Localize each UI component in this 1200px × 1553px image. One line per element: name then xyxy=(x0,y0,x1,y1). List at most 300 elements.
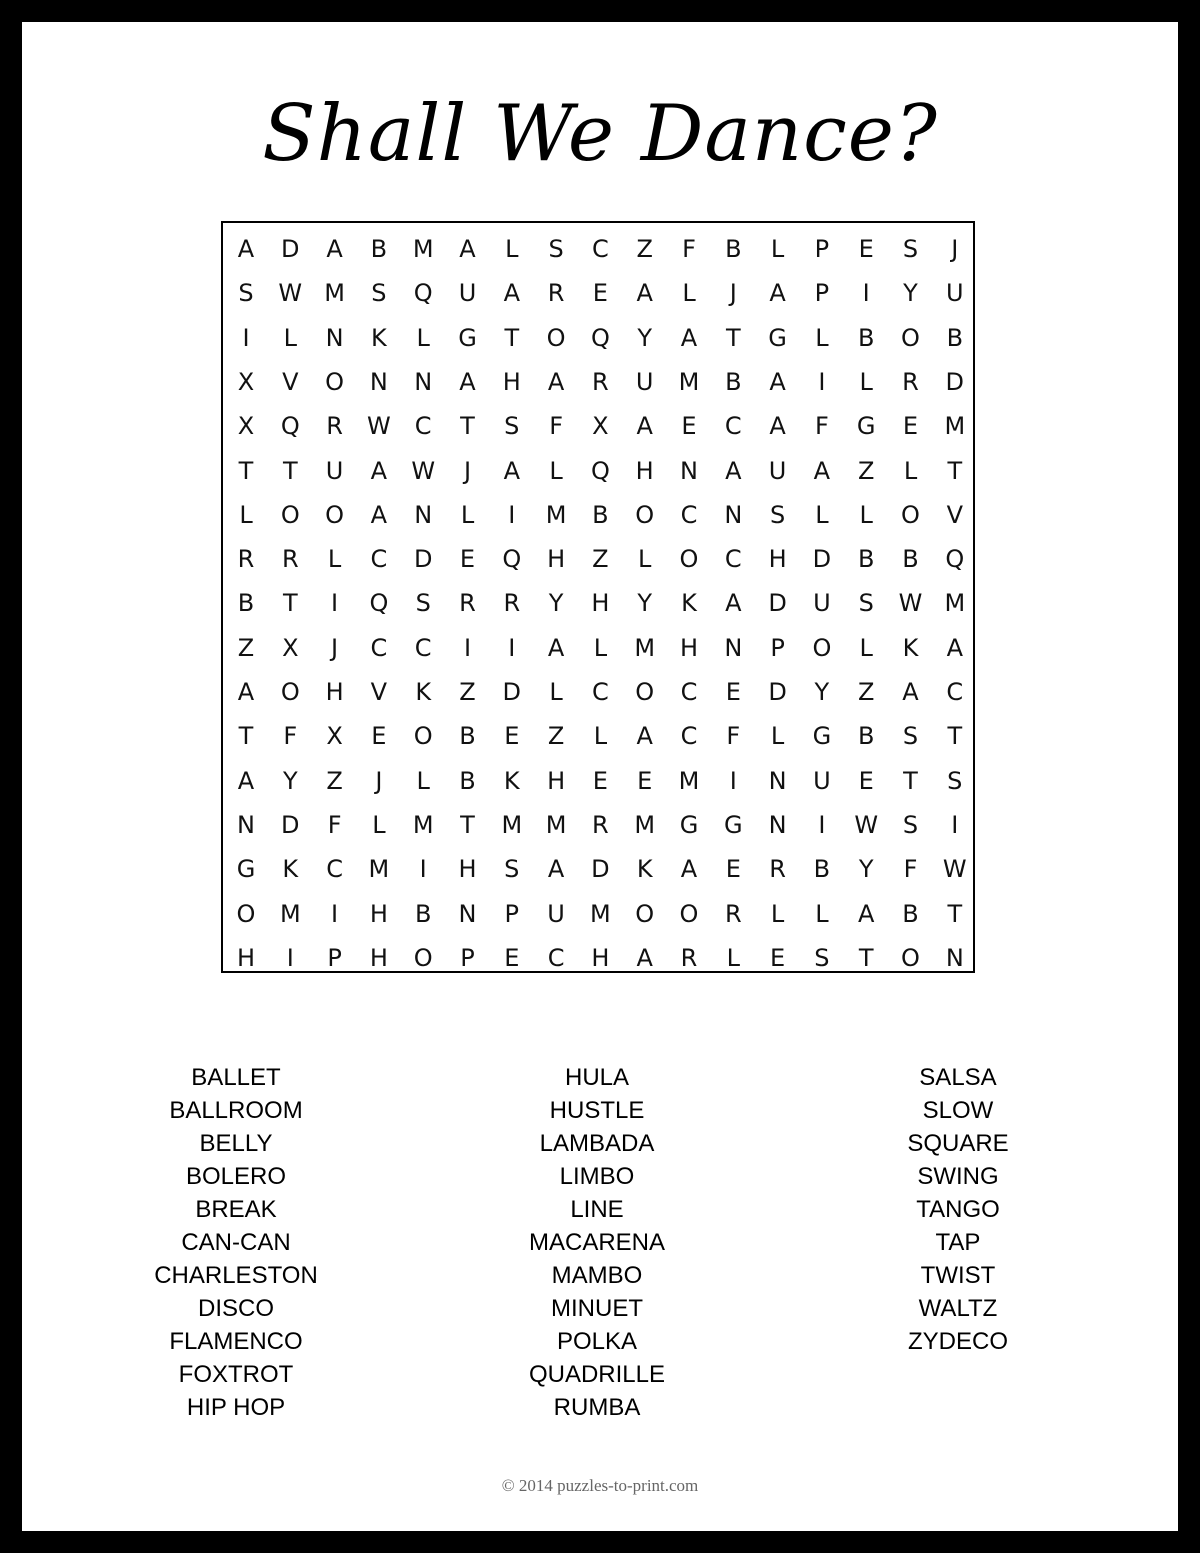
grid-row xyxy=(223,271,977,315)
grid-letter: L xyxy=(416,323,430,352)
grid-letter: U xyxy=(813,589,831,618)
grid-row xyxy=(223,670,977,714)
grid-letter: Y xyxy=(903,279,918,308)
grid-letter: E xyxy=(725,678,741,706)
grid-letter: U xyxy=(547,899,565,928)
grid-letter: Y xyxy=(637,323,653,352)
grid-letter: B xyxy=(370,235,388,263)
word-list-item: BELLY xyxy=(199,1130,273,1157)
grid-letter: L xyxy=(770,899,785,928)
grid-letter: F xyxy=(549,412,563,441)
grid-letter: Q xyxy=(590,323,610,352)
grid-letter: M xyxy=(634,633,656,662)
word-list-item: TANGO xyxy=(916,1196,1000,1223)
grid-letter: E xyxy=(681,412,697,441)
grid-letter: C xyxy=(370,633,388,662)
grid-letter: P xyxy=(504,899,520,928)
grid-letter: K xyxy=(415,678,432,706)
grid-letter: I xyxy=(818,810,826,839)
word-list-item: BALLROOM xyxy=(169,1097,303,1124)
grid-letter: L xyxy=(815,323,829,352)
grid-letter: T xyxy=(238,456,254,485)
grid-row xyxy=(223,581,977,625)
grid-letter: Q xyxy=(280,412,300,441)
grid-letter: G xyxy=(768,323,787,352)
grid-letter: Q xyxy=(369,589,389,618)
grid-letter: A xyxy=(237,766,255,795)
grid-letter: H xyxy=(635,456,654,485)
grid-letter: A xyxy=(857,899,875,928)
grid-letter: Q xyxy=(413,279,433,308)
grid-letter: Y xyxy=(548,589,564,618)
grid-letter: Y xyxy=(282,766,298,795)
word-list-item: BOLERO xyxy=(185,1163,287,1190)
grid-letter: V xyxy=(946,500,963,529)
grid-letter: Q xyxy=(590,456,610,485)
grid-letter: C xyxy=(414,412,432,441)
grid-letter: A xyxy=(636,412,653,441)
grid-letter: L xyxy=(770,235,785,263)
grid-letter: S xyxy=(947,766,963,795)
grid-letter: M xyxy=(634,810,656,839)
grid-letter: O xyxy=(901,323,920,352)
grid-letter: L xyxy=(770,722,785,751)
grid-row xyxy=(223,847,977,891)
grid-letter: M xyxy=(944,412,966,441)
grid-letter: K xyxy=(681,589,697,618)
grid-letter: N xyxy=(724,500,743,529)
grid-letter: O xyxy=(635,500,655,529)
grid-letter: L xyxy=(815,899,829,928)
grid-letter: L xyxy=(460,500,475,529)
grid-letter: H xyxy=(591,589,610,618)
grid-letter: I xyxy=(508,633,516,662)
grid-letter: T xyxy=(282,589,298,618)
grid-letter: N xyxy=(458,899,477,928)
grid-letter: L xyxy=(859,500,873,529)
grid-letter: G xyxy=(812,722,832,751)
word-list-item: BALLET xyxy=(191,1064,281,1091)
grid-letter: L xyxy=(726,943,740,972)
grid-letter: F xyxy=(682,235,696,263)
grid-letter: T xyxy=(903,766,918,795)
grid-letter: O xyxy=(413,722,433,751)
grid-letter: N xyxy=(680,456,698,485)
grid-letter: D xyxy=(281,235,300,263)
grid-letter: R xyxy=(281,545,299,574)
grid-letter: H xyxy=(369,943,388,972)
grid-letter: Q xyxy=(945,545,965,574)
grid-letter: C xyxy=(680,722,698,751)
grid-letter: P xyxy=(814,235,830,263)
grid-letter: R xyxy=(769,855,786,884)
grid-letter: B xyxy=(592,500,609,529)
word-column xyxy=(808,1061,1108,1358)
grid-letter: O xyxy=(635,899,655,928)
grid-letter: S xyxy=(504,855,520,884)
grid-letter: B xyxy=(857,722,875,751)
grid-row xyxy=(223,449,977,493)
grid-letter: L xyxy=(505,235,519,263)
grid-letter: L xyxy=(239,500,253,529)
puzzle-page xyxy=(22,22,1178,1531)
grid-letter: L xyxy=(638,545,652,574)
grid-letter: L xyxy=(859,633,873,662)
grid-letter: X xyxy=(237,367,255,396)
grid-letter: A xyxy=(725,456,742,485)
grid-letter: R xyxy=(503,589,521,618)
word-list-item: SLOW xyxy=(922,1097,994,1124)
grid-letter: E xyxy=(504,943,520,972)
grid-letter: X xyxy=(592,412,609,441)
grid-row xyxy=(223,936,977,980)
grid-letter: A xyxy=(503,456,520,485)
grid-letter: M xyxy=(944,589,966,618)
grid-letter: B xyxy=(725,235,742,263)
grid-letter: U xyxy=(813,766,831,795)
grid-letter: N xyxy=(414,500,433,529)
grid-letter: K xyxy=(371,323,387,352)
grid-letter: U xyxy=(946,279,964,308)
grid-letter: D xyxy=(413,545,433,574)
grid-letter: Z xyxy=(636,235,653,263)
grid-letter: H xyxy=(458,855,477,884)
grid-letter: P xyxy=(814,279,830,308)
grid-letter: E xyxy=(637,766,653,795)
word-list-item: QUADRILLE xyxy=(528,1361,666,1388)
grid-letter: N xyxy=(945,943,964,972)
grid-letter: O xyxy=(679,545,699,574)
grid-letter: W xyxy=(898,589,923,618)
grid-letter: M xyxy=(678,367,700,396)
grid-letter: Z xyxy=(326,766,343,795)
grid-letter: Y xyxy=(637,589,653,618)
grid-letter: Z xyxy=(857,678,875,706)
grid-letter: A xyxy=(636,722,653,751)
grid-letter: Z xyxy=(459,678,476,706)
grid-letter: K xyxy=(503,766,520,795)
grid-letter: U xyxy=(635,367,654,396)
grid-letter: B xyxy=(902,545,919,574)
grid-letter: W xyxy=(367,412,391,441)
grid-letter: Z xyxy=(592,545,609,574)
grid-letter: C xyxy=(946,678,964,706)
grid-letter: A xyxy=(813,456,831,485)
grid-letter: T xyxy=(460,810,475,839)
grid-letter: E xyxy=(592,766,608,795)
grid-letter: S xyxy=(858,589,874,618)
grid-letter: E xyxy=(902,412,919,441)
word-list-item: MACARENA xyxy=(528,1229,666,1256)
grid-letter: R xyxy=(724,899,742,928)
grid-letter: G xyxy=(679,810,699,839)
grid-letter: E xyxy=(725,855,741,884)
grid-letter: W xyxy=(854,810,879,839)
grid-letter: A xyxy=(370,500,388,529)
grid-letter: A xyxy=(370,456,388,485)
grid-letter: B xyxy=(237,589,255,618)
grid-letter: T xyxy=(947,456,963,485)
grid-letter: I xyxy=(862,279,870,308)
grid-letter: K xyxy=(636,855,653,884)
grid-letter: A xyxy=(459,235,476,263)
grid-letter: P xyxy=(460,943,475,972)
grid-letter: C xyxy=(592,235,609,263)
letter-grid xyxy=(221,221,975,973)
word-list-item: FLAMENCO xyxy=(169,1328,303,1355)
grid-letter: J xyxy=(331,633,339,662)
grid-letter: N xyxy=(724,633,743,662)
grid-letter: A xyxy=(547,367,565,396)
grid-letter: H xyxy=(768,545,787,574)
grid-letter: T xyxy=(947,722,963,751)
grid-letter: S xyxy=(902,810,919,839)
grid-letter: A xyxy=(725,589,742,618)
grid-letter: M xyxy=(279,899,301,928)
grid-letter: D xyxy=(591,855,610,884)
grid-letter: O xyxy=(280,678,300,706)
grid-row xyxy=(223,759,977,803)
word-list-item: ZYDECO xyxy=(907,1328,1008,1355)
grid-letter: A xyxy=(902,678,919,706)
grid-letter: O xyxy=(280,500,300,529)
grid-row xyxy=(223,404,977,448)
grid-letter: A xyxy=(237,235,255,263)
grid-letter: I xyxy=(419,855,427,884)
grid-letter: A xyxy=(680,323,698,352)
grid-letter: A xyxy=(769,367,786,396)
grid-letter: C xyxy=(724,412,742,441)
grid-letter: U xyxy=(325,456,344,485)
grid-row xyxy=(223,227,977,271)
grid-letter: N xyxy=(325,323,344,352)
grid-letter: S xyxy=(548,235,564,263)
grid-letter: J xyxy=(375,766,383,795)
grid-letter: C xyxy=(414,633,432,662)
grid-letter: E xyxy=(858,235,874,263)
grid-letter: T xyxy=(238,722,254,751)
word-list-item: CAN-CAN xyxy=(181,1229,291,1256)
grid-letter: C xyxy=(370,545,388,574)
grid-letter: M xyxy=(412,810,434,839)
word-list-item: FOXTROT xyxy=(178,1361,294,1388)
grid-letter: I xyxy=(508,500,516,529)
word-list-item: TAP xyxy=(935,1229,981,1256)
grid-letter: Y xyxy=(858,855,874,884)
grid-letter: C xyxy=(326,855,343,884)
grid-letter: H xyxy=(369,899,388,928)
word-list-item: HULA xyxy=(564,1064,630,1091)
grid-letter: J xyxy=(463,456,472,485)
grid-letter: R xyxy=(547,279,565,308)
grid-letter: O xyxy=(413,943,433,972)
grid-letter: L xyxy=(859,367,873,396)
grid-letter: R xyxy=(237,545,255,574)
page-title: Shall We Dance? xyxy=(262,89,938,179)
grid-letter: O xyxy=(325,367,345,396)
grid-letter: D xyxy=(768,589,787,618)
grid-letter: F xyxy=(726,722,741,751)
word-list-item: SALSA xyxy=(919,1064,997,1091)
word-list-item: LIMBO xyxy=(559,1163,635,1190)
grid-letter: L xyxy=(283,323,297,352)
grid-letter: Z xyxy=(237,633,255,662)
grid-row xyxy=(223,316,977,360)
grid-letter: L xyxy=(372,810,386,839)
grid-letter: L xyxy=(327,545,342,574)
word-list-item: CHARLESTON xyxy=(154,1262,318,1289)
grid-letter: R xyxy=(592,367,609,396)
grid-letter: T xyxy=(504,323,520,352)
grid-letter: B xyxy=(857,323,875,352)
grid-letter: S xyxy=(902,235,919,263)
grid-letter: I xyxy=(242,323,250,352)
grid-letter: L xyxy=(416,766,430,795)
grid-letter: B xyxy=(459,722,476,751)
grid-row xyxy=(223,537,977,581)
grid-letter: K xyxy=(902,633,919,662)
grid-letter: A xyxy=(547,633,565,662)
grid-letter: A xyxy=(636,943,653,972)
word-column xyxy=(86,1061,386,1424)
grid-letter: B xyxy=(725,367,742,396)
grid-letter: R xyxy=(592,810,609,839)
grid-letter: S xyxy=(238,279,254,308)
grid-letter: M xyxy=(545,500,567,529)
word-list-item: LAMBADA xyxy=(539,1130,655,1157)
grid-letter: A xyxy=(769,279,786,308)
word-list-item: WALTZ xyxy=(918,1295,998,1322)
grid-letter: L xyxy=(815,500,829,529)
grid-letter: W xyxy=(411,456,436,485)
grid-letter: O xyxy=(546,323,566,352)
word-list-item: RUMBA xyxy=(553,1394,641,1421)
grid-letter: G xyxy=(236,855,256,884)
grid-letter: W xyxy=(942,855,967,884)
word-list-item: MAMBO xyxy=(551,1262,643,1289)
grid-letter: O xyxy=(325,500,345,529)
grid-letter: J xyxy=(729,279,737,308)
grid-letter: E xyxy=(504,722,520,751)
grid-letter: X xyxy=(282,633,299,662)
grid-letter: G xyxy=(723,810,743,839)
grid-letter: U xyxy=(458,279,477,308)
word-column xyxy=(447,1061,747,1424)
grid-letter: N xyxy=(369,367,388,396)
grid-letter: R xyxy=(326,412,343,441)
word-list-item: POLKA xyxy=(556,1328,638,1355)
grid-letter: A xyxy=(503,279,520,308)
grid-letter: T xyxy=(282,456,298,485)
grid-letter: M xyxy=(501,810,523,839)
grid-letter: A xyxy=(547,855,565,884)
grid-letter: C xyxy=(680,500,698,529)
grid-letter: W xyxy=(278,279,303,308)
grid-letter: S xyxy=(769,500,786,529)
grid-letter: M xyxy=(368,855,390,884)
grid-letter: L xyxy=(903,456,918,485)
grid-letter: H xyxy=(547,545,566,574)
grid-letter: T xyxy=(947,899,963,928)
grid-letter: J xyxy=(951,235,959,263)
grid-letter: U xyxy=(768,456,787,485)
grid-letter: F xyxy=(903,855,918,884)
grid-letter: N xyxy=(768,766,787,795)
grid-letter: P xyxy=(770,633,785,662)
grid-letter: H xyxy=(236,943,256,972)
grid-letter: B xyxy=(459,766,476,795)
grid-letter: N xyxy=(768,810,787,839)
grid-letter: H xyxy=(679,633,699,662)
grid-letter: E xyxy=(858,766,874,795)
word-list-item: BREAK xyxy=(195,1196,277,1223)
grid-letter: A xyxy=(680,855,698,884)
grid-letter: H xyxy=(591,943,610,972)
grid-letter: O xyxy=(901,500,920,529)
grid-letter: L xyxy=(549,678,563,706)
grid-letter: I xyxy=(286,943,294,972)
grid-letter: A xyxy=(769,412,786,441)
word-list-item: TWIST xyxy=(920,1262,996,1289)
grid-letter: L xyxy=(682,279,696,308)
grid-letter: M xyxy=(590,899,611,928)
grid-letter: C xyxy=(724,545,742,574)
grid-row xyxy=(223,626,977,670)
grid-letter: O xyxy=(812,633,832,662)
grid-row xyxy=(223,493,977,537)
grid-letter: X xyxy=(326,722,343,751)
grid-letter: F xyxy=(327,810,342,839)
grid-letter: H xyxy=(325,678,344,706)
grid-letter: M xyxy=(678,766,700,795)
grid-letter: L xyxy=(593,633,608,662)
grid-letter: C xyxy=(680,678,698,706)
copyright-footer: © 2014 puzzles-to-print.com xyxy=(501,1476,699,1495)
grid-row xyxy=(223,714,977,758)
grid-letter: I xyxy=(463,633,472,662)
grid-letter: I xyxy=(951,810,959,839)
grid-letter: R xyxy=(902,367,919,396)
grid-letter: H xyxy=(502,367,521,396)
grid-letter: F xyxy=(283,722,298,751)
grid-letter: G xyxy=(856,412,876,441)
grid-letter: H xyxy=(547,766,566,795)
grid-letter: L xyxy=(593,722,608,751)
grid-letter: T xyxy=(460,412,475,441)
grid-letter: X xyxy=(237,412,255,441)
grid-letter: S xyxy=(902,722,919,751)
grid-letter: D xyxy=(768,678,787,706)
grid-letter: B xyxy=(902,899,919,928)
grid-letter: R xyxy=(459,589,476,618)
grid-letter: I xyxy=(729,766,737,795)
grid-letter: C xyxy=(547,943,565,972)
grid-letter: E xyxy=(770,943,786,972)
word-list-item: LINE xyxy=(570,1196,624,1223)
word-list-item: SQUARE xyxy=(907,1130,1009,1157)
grid-letter: V xyxy=(370,678,388,706)
grid-letter: A xyxy=(326,235,343,263)
grid-letter: N xyxy=(237,810,255,839)
grid-letter: Z xyxy=(857,456,875,485)
grid-letter: I xyxy=(331,899,339,928)
grid-letter: O xyxy=(901,943,920,972)
grid-letter: Q xyxy=(502,545,522,574)
grid-letter: E xyxy=(371,722,387,751)
grid-letter: K xyxy=(282,855,299,884)
grid-letter: B xyxy=(946,323,964,352)
grid-letter: R xyxy=(680,943,698,972)
